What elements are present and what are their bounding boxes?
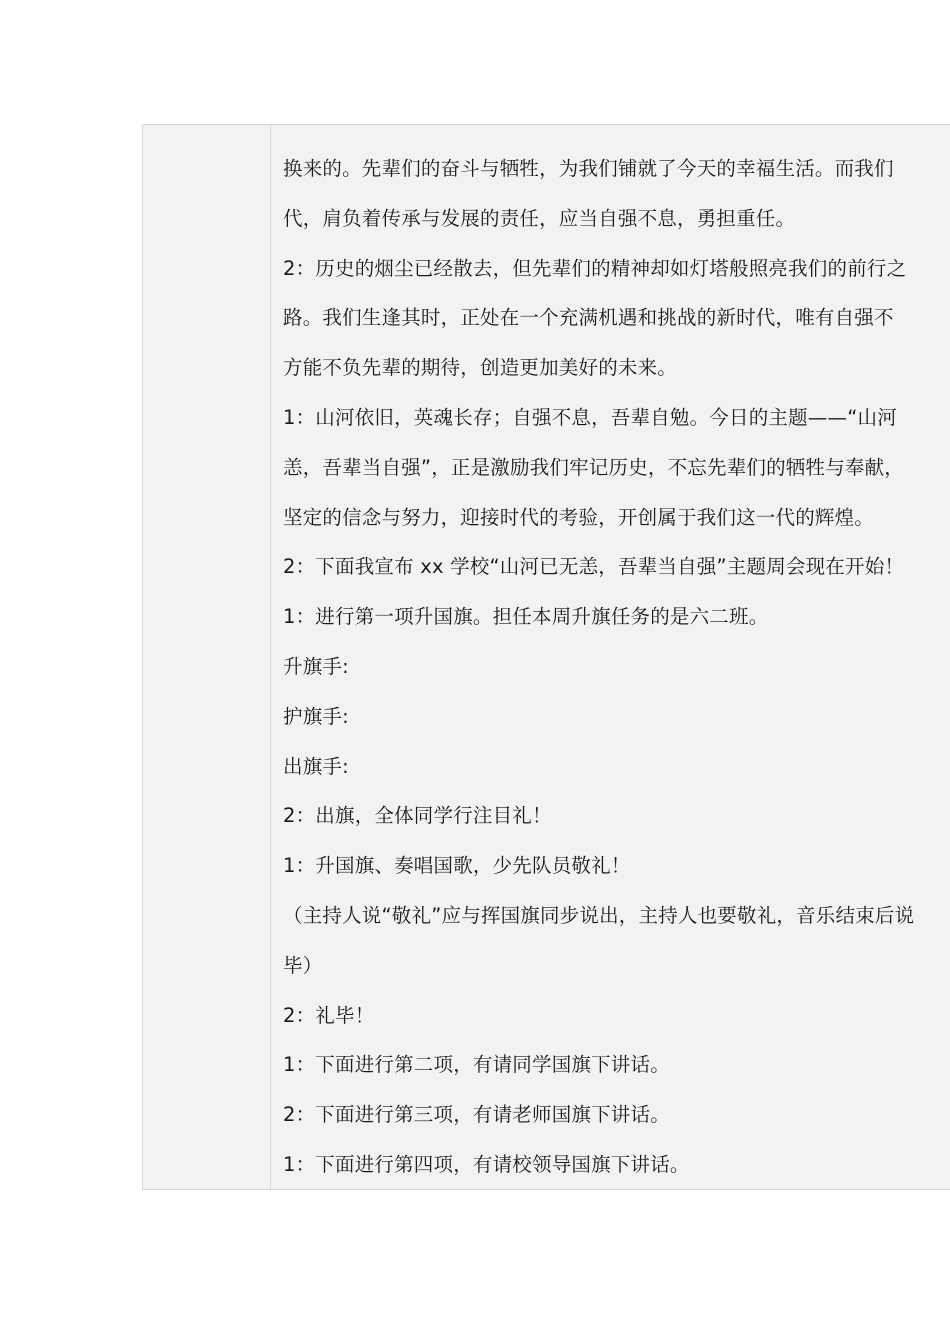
text-line: 2：下面进行第三项，有请老师国旗下讲话。: [283, 1103, 670, 1127]
text-line: 1：进行第一项升国旗。担任本周升旗任务的是六二班。: [283, 605, 769, 629]
text-line: 1：下面进行第二项，有请同学国旗下讲话。: [283, 1053, 670, 1077]
text-line: 2：历史的烟尘已经散去，但先辈们的精神却如灯塔般照亮我们的前行之: [283, 256, 907, 280]
table-content-cell: [271, 125, 950, 1189]
text-line: 升旗手:: [283, 654, 349, 678]
text-line: 1：升国旗、奏唱国歌，少先队员敬礼！: [283, 854, 631, 878]
text-line: （主持人说“敬礼”应与挥国旗同步说出，主持人也要敬礼，音乐结束后说: [283, 903, 915, 927]
text-line: 1：下面进行第四项，有请校领导国旗下讲话。: [283, 1152, 690, 1176]
text-line: 2：出旗，全体同学行注目礼！: [283, 804, 552, 828]
text-line: 2：礼毕！: [283, 1003, 375, 1027]
document-table: [142, 124, 950, 1190]
script-text: [283, 159, 914, 1189]
text-line: 1：山河依旧，英魂长存；自强不息，吾辈自勉。今日的主题——“山河: [283, 405, 897, 429]
text-line: 方能不负先辈的期待，创造更加美好的未来。: [283, 356, 678, 380]
text-line: 护旗手:: [283, 704, 349, 728]
text-line: 恙，吾辈当自强”，正是激励我们牢记历史，不忘先辈们的牺牲与奉献，: [283, 455, 905, 479]
text-line: 坚定的信念与努力，迎接时代的考验，开创属于我们这一代的辉煌。: [283, 505, 875, 529]
text-line: 2：下面我宣布 xx 学校“山河已无恙，吾辈当自强”主题周会现在开始！: [283, 555, 905, 579]
text-line: 路。我们生逢其时，正处在一个充满机遇和挑战的新时代，唯有自强不: [283, 306, 894, 330]
table-left-cell: [143, 125, 271, 1189]
text-line: 出旗手:: [283, 754, 349, 778]
text-line: 代，肩负着传承与发展的责任，应当自强不息，勇担重任。: [283, 206, 796, 230]
text-line: 换来的。先辈们的奋斗与牺牲，为我们铺就了今天的幸福生活。而我们: [283, 157, 894, 180]
text-line: 毕）: [283, 953, 323, 977]
